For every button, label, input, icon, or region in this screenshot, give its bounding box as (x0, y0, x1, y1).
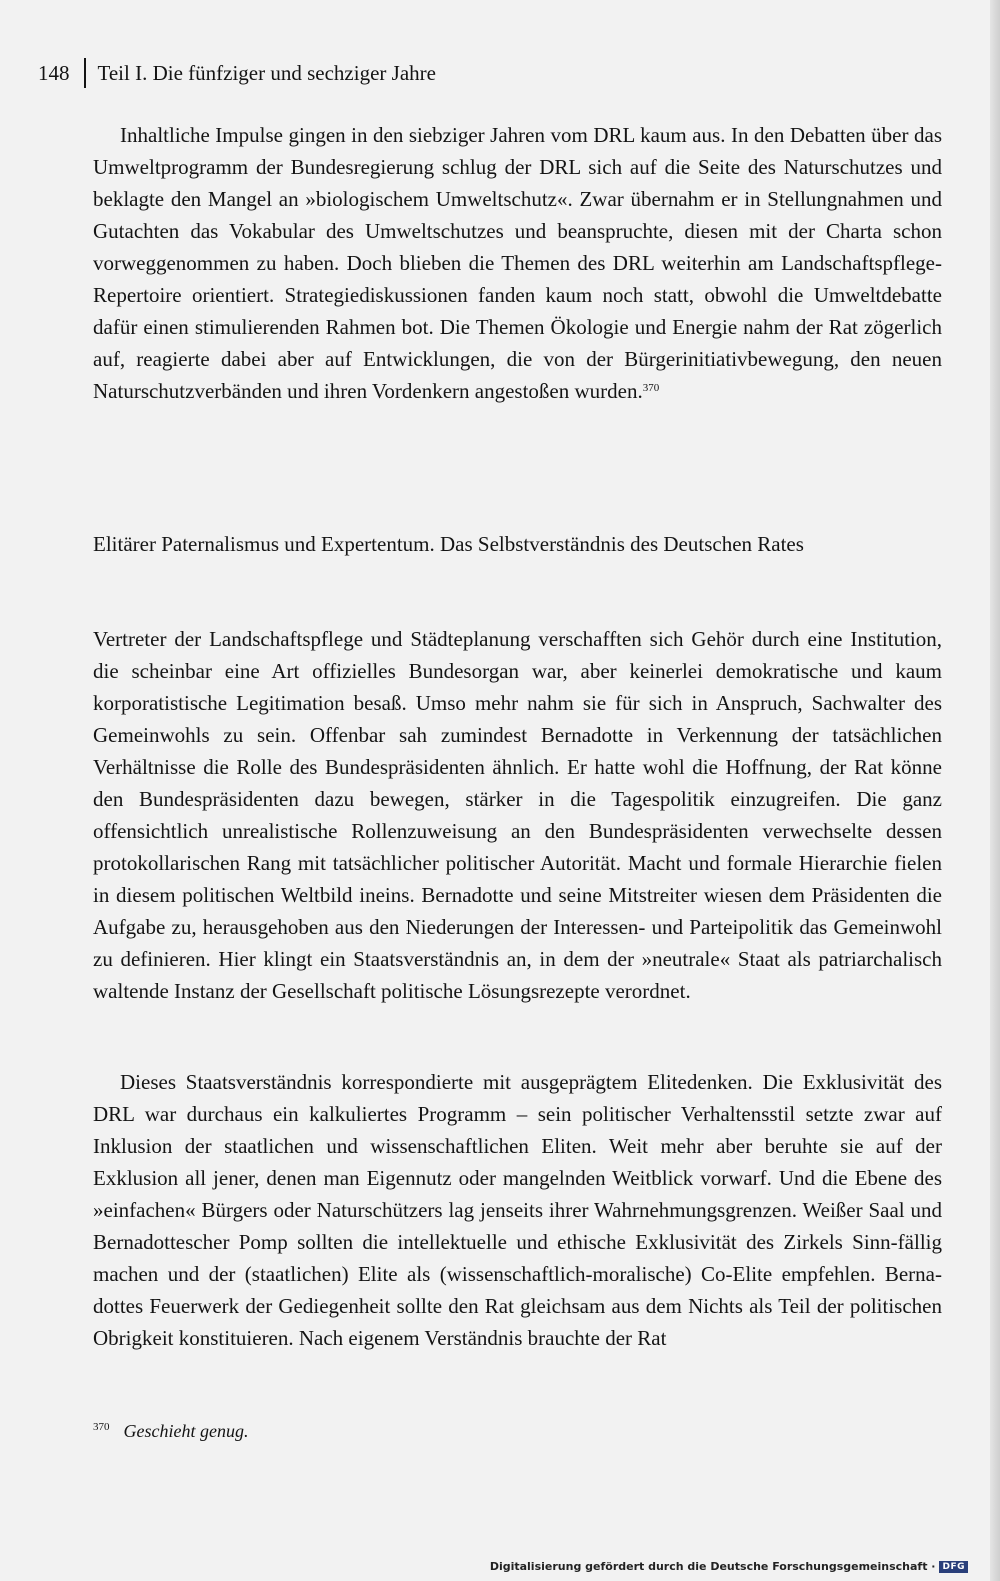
footnotes (93, 1418, 693, 1447)
paragraph-2-text: Vertreter der Landschaftspflege und Städteplanung verschafften sich Gehör durch eine Institution, die scheinbar eine Art offizielles Bundesorgan war, aber keinerlei demokratische und kaum korporatistische Legitimation besaß. Umso mehr nahm sie für sich in Anspruch, Sachwalter des Gemeinwohls zu sein. Offenbar sah zumindest Bernadotte in Verkennung der tatsächlichen Verhältnisse die Rolle des Bundespräsidenten ähnlich. Er hatte wohl die Hoffnung, der Rat könne den Bundespräsidenten dazu bewegen, stärker in die Tagespolitik einzugreifen. Die ganz offensichtlich unrealistische Rollenzuweisung an den Bundespräsidenten verwechselte dessen protokollarischen Rang mit tatsächlicher politischer Autorität. Macht und formale Hierarchie fielen in diesem politischen Weltbild ineins. Bernadotte und seine Mitstreiter wiesen dem Präsidenten die Aufgabe zu, herausgehoben aus den Niederungen der Interessen- und Parteipolitik das Gemeinwohl zu definieren. Hier klingt ein Staatsverständnis an, in dem der »neutrale« Staat als patriarchalisch waltende Instanz der Gesellschaft politische Lösungsrezepte verordnet. (93, 627, 942, 1003)
footnote-text: Geschieht genug. (123, 1421, 249, 1441)
paragraph-2 (93, 623, 942, 1007)
digitization-credit (490, 1560, 968, 1573)
footnote (93, 1418, 693, 1447)
header-divider (84, 58, 86, 88)
section-heading: Elitärer Paternalismus und Expertentum. Das Selbstverständnis des Deutschen Rates (93, 532, 804, 556)
paragraph-3-text: Dieses Staatsverständnis korrespondierte mit ausgeprägtem Elitedenken. Die Exklusivität des DRL war durchaus ein kalkuliertes Programm – sein politischer Verhaltensstil setzte zwar auf Inklusion der staatlichen und wissenschaftlichen Eliten. Weit mehr aber beruhte sie auf der Exklusion all jener, denen man Eigennutz oder mangelnden Weitblick vorwarf. Und die Ebene des »einfachen« Bürgers oder Naturschützers lag jenseits ihrer Wahrnehmungsgrenzen. Weißer Saal und Bernadottescher Pomp sollten die intellektuelle und ethische Exklusivität des Zirkels Sinn-fällig machen und der (staatlichen) Elite als (wissenschaftlich-moralische) Co-Elite empfehlen. Bernadottes Feuerwerk der Gediegenheit sollte den Rat gleichsam aus dem Nichts als Teil der politischen Obrigkeit konstituieren. Nach eigenem Verständnis brauchte der Rat (93, 1070, 942, 1350)
paragraph-3 (93, 1066, 942, 1354)
paragraph-1-text: Inhaltliche Impulse gingen in den siebziger Jahren vom DRL kaum aus. In den Debatten über das Umweltprogramm der Bundesregierung schlug der DRL sich auf die Seite des Naturschutzes und beklagte den Mangel an »biologischem Umweltschutz«. Zwar übernahm er in Stellungnahmen und Gutachten das Vokabular des Umweltschutzes und beanspruchte, diesen mit der Charta schon vorweggenommen zu haben. Doch blieben die Themen des DRL weiterhin am Landschaftspflege-Repertoire orientiert. Strategiediskussionen fanden kaum noch statt, obwohl die Umweltdebatte dafür einen stimulierenden Rahmen bot. Die Themen Ökologie und Energie nahm der Rat zögerlich auf, reagierte dabei aber auf Entwicklungen, die von der Bürgerinitiativbewegung, den neuen Naturschutzverbänden und ihren Vordenkern angestoßen wurden. (93, 123, 942, 403)
footnote-reference[interactable]: 370 (642, 382, 660, 394)
page-edge-shadow (990, 0, 1000, 1581)
dfg-logo: DFG (939, 1561, 968, 1573)
running-head (38, 58, 436, 88)
digitization-note: Digitalisierung gefördert durch die Deutsche Forschungsgemeinschaft · (489, 1560, 936, 1573)
running-title: Teil I. Die fünfziger und sechziger Jahre (97, 61, 436, 85)
footnote-number: 370 (93, 1421, 110, 1433)
page-number: 148 (38, 61, 70, 85)
paragraph-1 (93, 119, 942, 407)
